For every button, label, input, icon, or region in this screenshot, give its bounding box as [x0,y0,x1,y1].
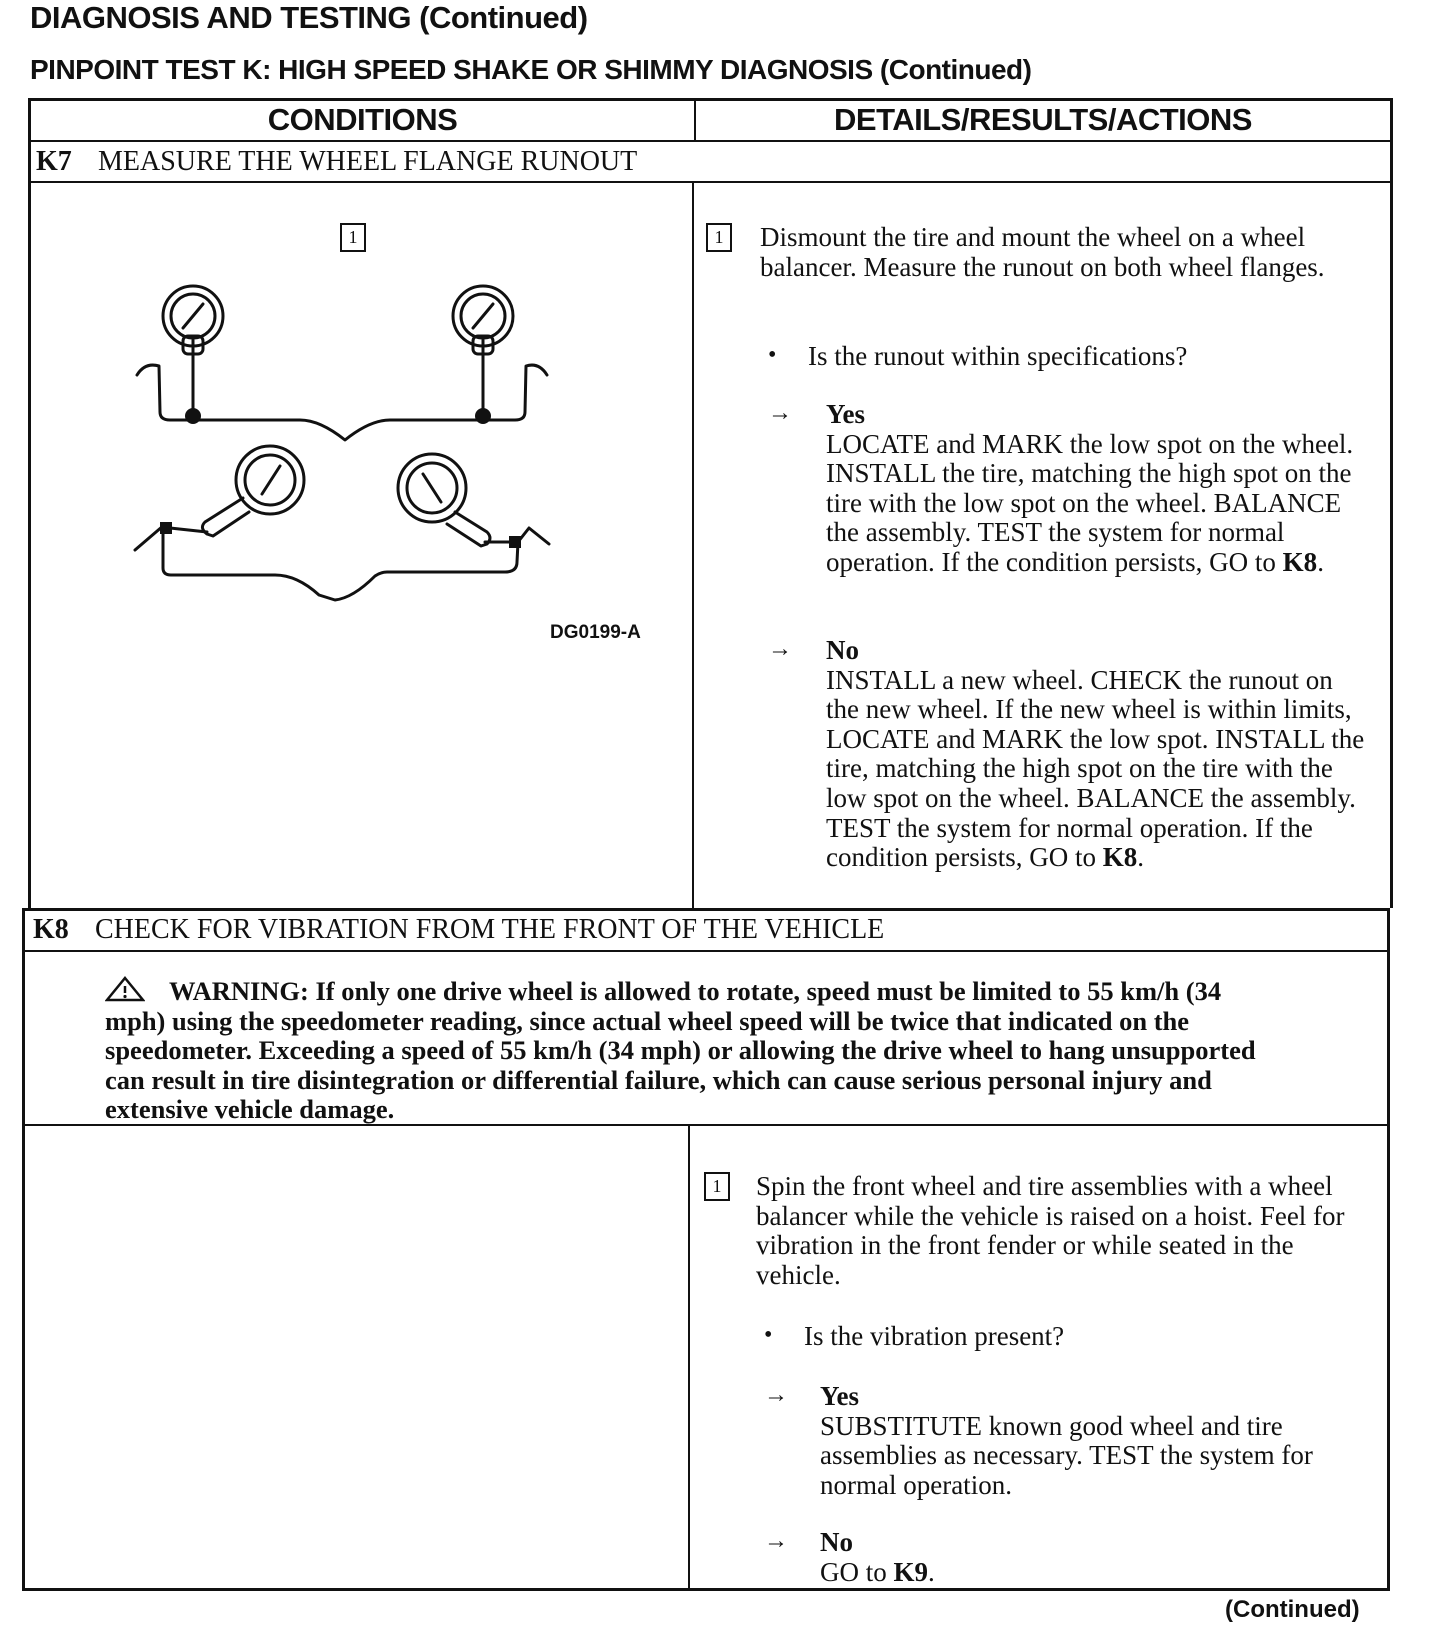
table-border-right-bottom [1387,908,1390,1591]
k7-step-header [36,144,637,180]
table-border-bottom [22,1588,1390,1591]
k8-no-goto: K9 [893,1556,929,1587]
k7-row-divider [28,181,1393,183]
k7-instruction: Dismount the tire and mount the wheel on a wheel balancer. Measure the runout on both wheel flanges. [760,222,1325,282]
k7-no-label: No [826,635,859,665]
bullet-icon: • [764,1322,773,1348]
k8-instruction: Spin the front wheel and tire assemblies with a wheel balancer while the vehicle is raised on a hoist. Feel for vibration in the front fender or while seated in the vehicle. [756,1171,1345,1290]
table-border-right-top [1390,98,1393,908]
table-border-left-bottom [22,908,25,1591]
k8-no-result [820,1528,1375,1587]
wheel-flange-runout-figure [125,280,565,620]
page-title: DIAGNOSIS AND TESTING (Continued) [30,0,588,35]
table-header-divider [28,140,1393,142]
k7-bottom-divider [25,908,1390,911]
continued-footer: (Continued) [1225,1596,1360,1623]
k8-step-id: K8 [33,914,69,945]
arrow-icon: → [768,400,792,426]
arrow-icon: → [764,1528,788,1554]
k7-yes-result [826,400,1371,578]
figure-step-number: 1 [340,223,366,252]
k8-step-title: CHECK FOR VIBRATION FROM THE FRONT OF THE VEHICLE [95,914,885,945]
arrow-icon: → [764,1382,788,1408]
table-border-left-top [28,98,31,908]
warning-text: WARNING: If only one drive wheel is allowed to rotate, speed must be limited to 55 km/h (34 mph) using the speedometer reading, since actual wheel speed will be twice that indicated on the speedometer. Exceeding a speed of 55 km/h (34 mph) or allowing the drive wheel to hang unsupported can result in tire disintegration or differential failure, which can cause serious personal injury and extensive vehicle damage. [105,976,1256,1125]
k7-no-result [826,636,1371,873]
warning-note [105,976,1275,1125]
k8-yes-text: SUBSTITUTE known good wheel and tire assemblies as necessary. TEST the system for normal operation. [820,1410,1313,1500]
details-header: DETAILS/RESULTS/ACTIONS [834,102,1252,137]
k7-yes-goto: K8 [1282,546,1318,577]
k8-no-end: . [928,1556,935,1587]
k7-no-text: INSTALL a new wheel. CHECK the runout on the new wheel. If the new wheel is within limits, LOCATE and MARK the low spot. INSTALL the tire, matching the high spot on the tire with the low spot on the wheel. BALANCE the assembly. TEST the system for normal operation. If the condition persists, GO to [826,664,1365,873]
bullet-icon: • [768,342,777,368]
k8-row-divider [25,950,1390,952]
k8-no-text: GO to [820,1556,894,1587]
k7-yes-text: LOCATE and MARK the low spot on the wheel. INSTALL the tire, matching the high spot on the tire with the low spot on the wheel. BALANCE the assembly. TEST the system for normal operation. If the condition persists, GO to [826,428,1354,577]
k7-yes-label: Yes [826,399,865,429]
k7-question: Is the runout within specifications? [808,341,1188,371]
k8-yes-result [820,1382,1375,1500]
k7-step-title: MEASURE THE WHEEL FLANGE RUNOUT [98,146,638,177]
k8-step-header [33,912,884,948]
k7-no-end: . [1137,842,1145,873]
k8-no-label: No [820,1527,853,1557]
warning-triangle-icon [105,976,169,1007]
k7-detail-step-number: 1 [706,223,732,252]
k8-yes-label: Yes [820,1381,859,1411]
figure-label: DG0199-A [550,622,641,643]
column-divider-k8 [688,1124,690,1590]
k8-question: Is the vibration present? [804,1321,1065,1351]
column-divider-k7 [692,181,694,909]
test-title: PINPOINT TEST K: HIGH SPEED SHAKE OR SHIMMY DIAGNOSIS (Continued) [30,54,1032,85]
k7-no-goto: K8 [1102,842,1138,873]
arrow-icon: → [768,636,792,662]
k8-detail-step-number: 1 [704,1172,730,1201]
k7-step-id: K7 [36,146,72,177]
k7-yes-end: . [1317,546,1324,577]
conditions-header: CONDITIONS [267,102,458,137]
